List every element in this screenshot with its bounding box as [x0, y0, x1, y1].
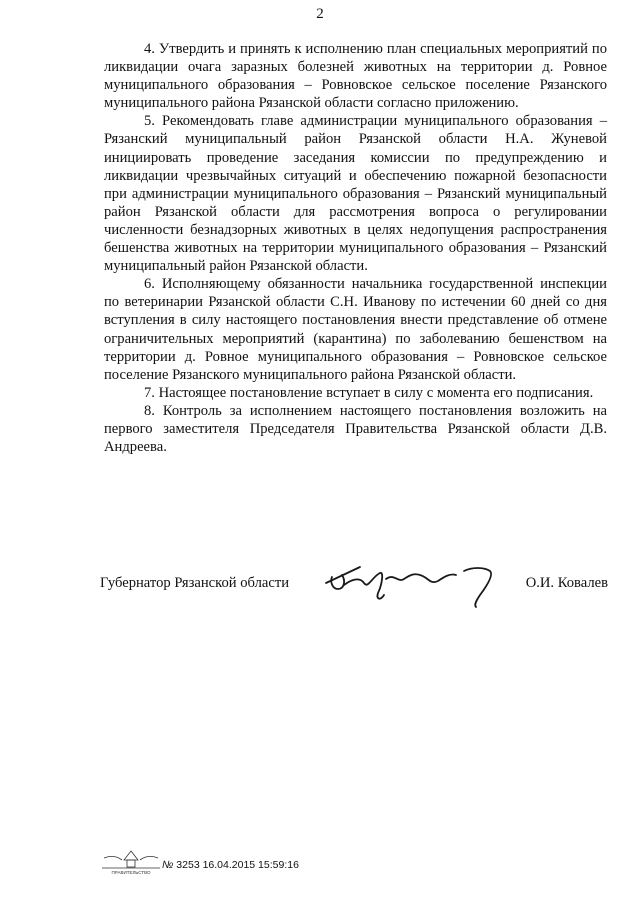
- government-emblem-icon: [100, 848, 162, 876]
- handwritten-signature: [324, 559, 506, 609]
- registration-datetime: 16.04.2015 15:59:16: [202, 859, 299, 871]
- svg-text:ПРАВИТЕЛЬСТВО: ПРАВИТЕЛЬСТВО: [111, 870, 151, 875]
- registration-line: [162, 859, 299, 871]
- registration-number: 3253: [176, 859, 200, 871]
- paragraph-5: 5. Рекомендовать главе администрации муниципального образования – Рязанский муниципальный район Рязанской области Н.А. Жуневой инициировать проведение заседания комиссии по предупреждению и ликвидации чрезвычайных ситуаций и обеспечению пожарной безопасности при администрации муниципального образования – Рязанский муниципальный район Рязанской области для рассмотрения вопроса о регулировании численности безнадзорных животных в целях недопущения распространения бешенства животных на территории муниципального образования – Рязанский муниципальный район Рязанской области.: [104, 113, 607, 275]
- document-body: [104, 40, 607, 456]
- signatory-name: О.И. Ковалев: [525, 575, 608, 591]
- document-footer: [100, 848, 330, 880]
- paragraph-8: 8. Контроль за исполнением настоящего постановления возложить на первого заместителя Председателя Правительства Рязанской области Д.В. Андреева.: [104, 402, 607, 456]
- number-sign: №: [162, 859, 174, 871]
- paragraph-4: 4. Утвердить и принять к исполнению план специальных мероприятий по ликвидации очага заразных болезней животных на территории д. Ровное муниципального образования – Ровновское сельское поселение Рязанского муниципального района Рязанской области согласно приложению.: [104, 41, 607, 112]
- signature-block: [100, 565, 608, 615]
- paragraph-7: 7. Настоящее постановление вступает в силу с момента его подписания.: [144, 384, 594, 401]
- page-number: 2: [316, 6, 324, 22]
- signatory-position: Губернатор Рязанской области: [100, 575, 290, 591]
- paragraph-6: 6. Исполняющему обязанности начальника государственной инспекции по ветеринарии Рязанской области С.Н. Иванову по истечении 60 дней со дня вступления в силу настоящего постановления внести представление об отмене ограничительных мероприятий (карантина) по заболеванию бешенством на территории д. Ровное муниципального образования – Ровновское сельское поселение Рязанского муниципального района Рязанской области.: [104, 276, 607, 383]
